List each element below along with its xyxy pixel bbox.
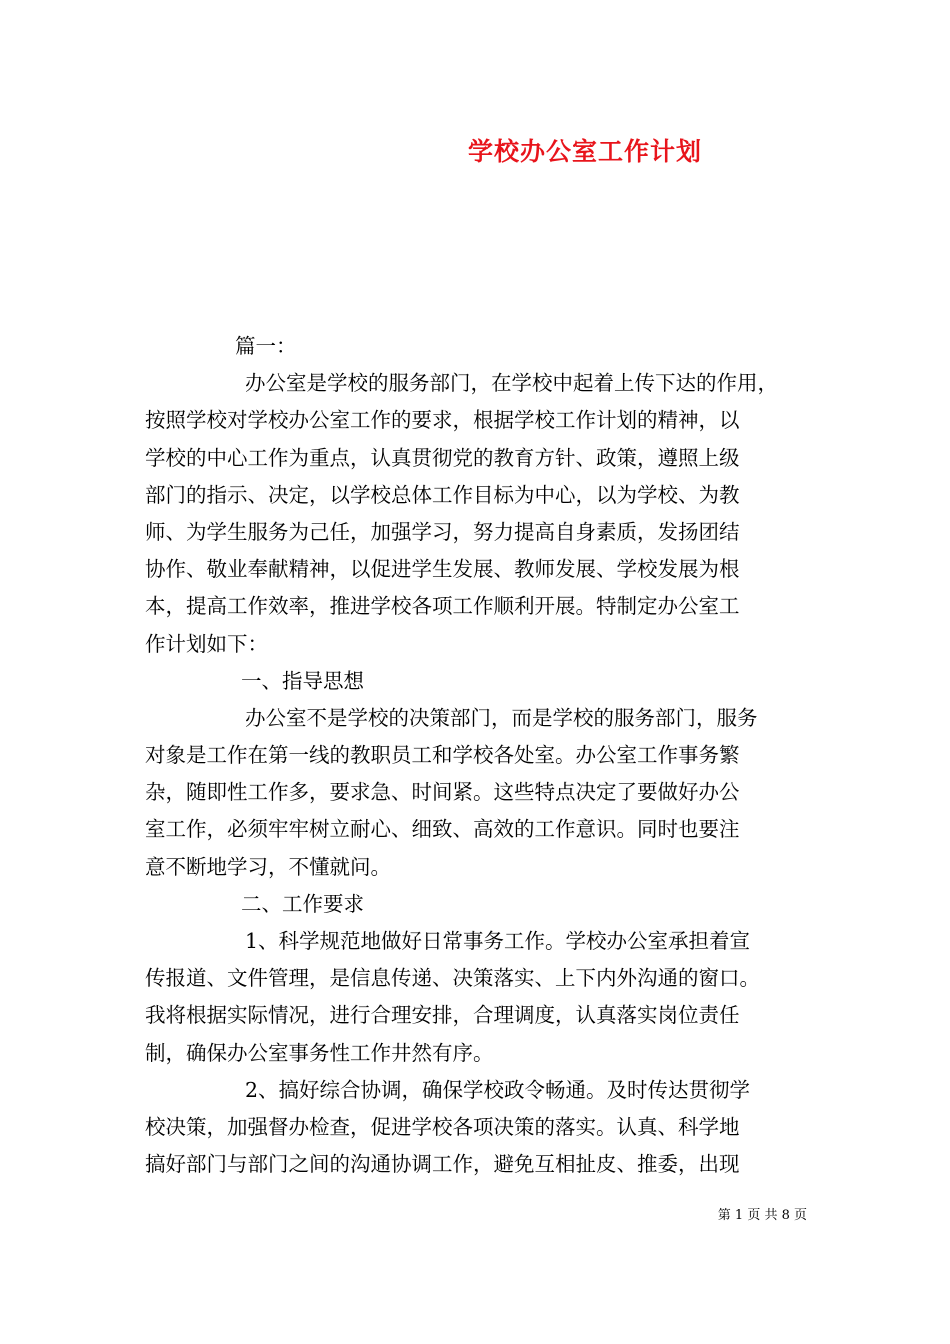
- text-line: 作计划如下：: [145, 631, 268, 656]
- text-line: 制，确保办公室事务性工作井然有序。: [145, 1040, 494, 1065]
- text-line: 部门的指示、决定，以学校总体工作目标为中心，以为学校、为教: [145, 482, 740, 507]
- text-line: 协作、敬业奉献精神，以促进学生发展、教师发展、学校发展为根: [145, 557, 740, 582]
- text-line: 校决策，加强督办检查，促进学校各项决策的落实。认真、科学地: [145, 1114, 740, 1139]
- text-line: 按照学校对学校办公室工作的要求，根据学校工作计划的精神，以: [145, 408, 740, 433]
- text-line: 搞好部门与部门之间的沟通协调工作，避免互相扯皮、推委，出现: [145, 1152, 740, 1177]
- page-number-footer: 第 1 页 共 8 页: [717, 1208, 807, 1223]
- text-line: 2、搞好综合协调，确保学校政令畅通。及时传达贯彻学: [245, 1077, 751, 1102]
- section-heading: 一、指导思想: [241, 668, 364, 693]
- part-label: 篇一：: [235, 334, 297, 358]
- text-line: 学校的中心工作为重点，认真贯彻党的教育方针、政策，遵照上级: [145, 445, 740, 470]
- text-line: 传报道、文件管理，是信息传递、决策落实、上下内外沟通的窗口。: [145, 966, 760, 991]
- text-line: 我将根据实际情况，进行合理安排，合理调度，认真落实岗位责任: [145, 1003, 740, 1028]
- text-line: 对象是工作在第一线的教职员工和学校各处室。办公室工作事务繁: [145, 743, 740, 768]
- text-line: 杂，随即性工作多，要求急、时间紧。这些特点决定了要做好办公: [145, 780, 740, 805]
- text-line: 师、为学生服务为己任，加强学习，努力提高自身素质，发扬团结: [145, 519, 740, 544]
- text-line: 室工作，必须牢牢树立耐心、细致、高效的工作意识。同时也要注: [145, 817, 740, 842]
- text-line: 本，提高工作效率，推进学校各项工作顺利开展。特制定办公室工: [145, 594, 740, 619]
- text-line: 意不断地学习，不懂就问。: [145, 854, 391, 879]
- text-line: 办公室不是学校的决策部门，而是学校的服务部门，服务: [245, 705, 758, 730]
- text-line: 1、科学规范地做好日常事务工作。学校办公室承担着宣: [245, 929, 751, 953]
- document-title: 学校办公室工作计划: [467, 137, 702, 166]
- section-heading: 二、工作要求: [241, 891, 364, 916]
- text-line: 办公室是学校的服务部门，在学校中起着上传下达的作用，: [245, 371, 778, 396]
- document-body: [145, 328, 813, 1183]
